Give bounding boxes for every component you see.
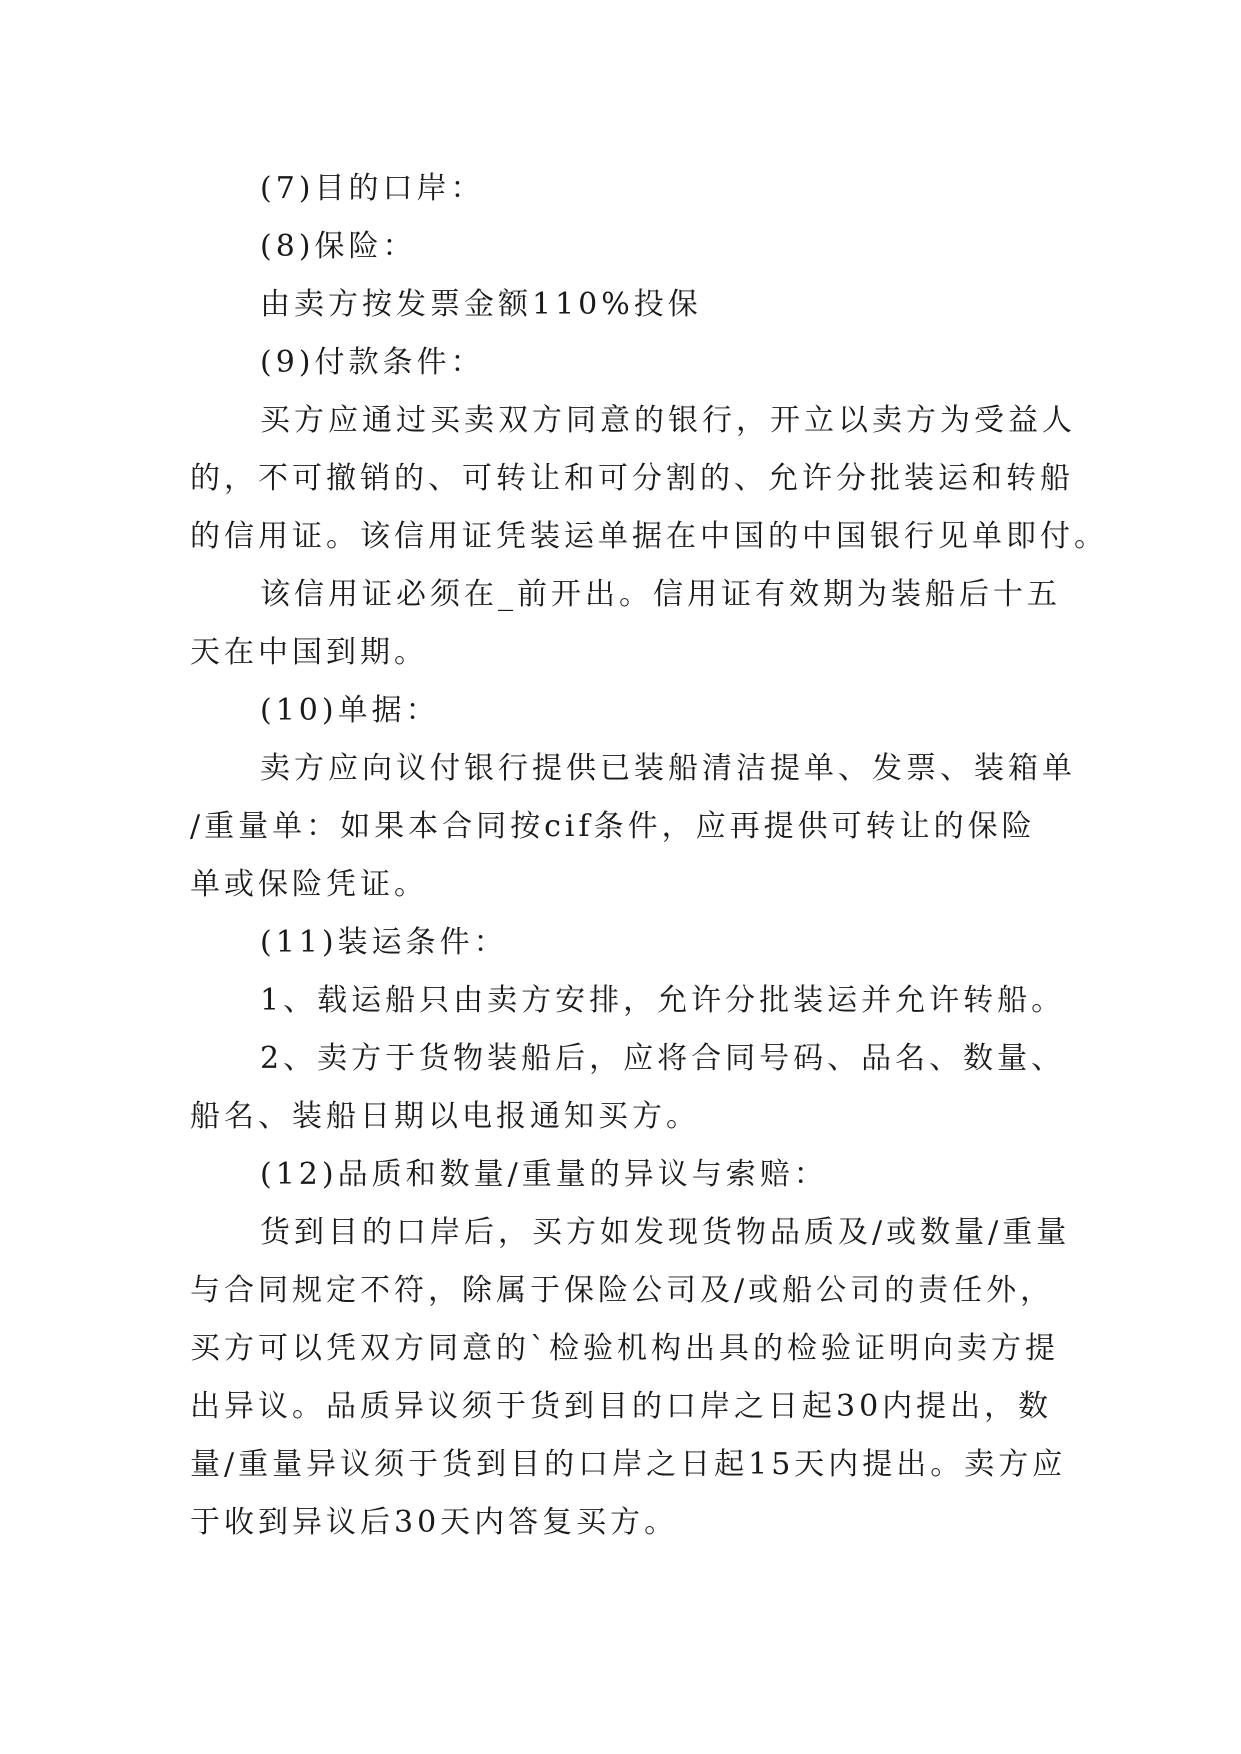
payment-text-line-1: 买方应通过买卖双方同意的银行，开立以卖方为受益人 <box>260 403 1076 438</box>
payment-text-line-3: 的信用证。该信用证凭装运单据在中国的中国银行见单即付。 <box>190 519 1108 554</box>
clause-10-heading: (10)单据： <box>260 693 440 728</box>
claims-text-line-2: 与合同规定不符，除属于保险公司及/或船公司的责任外， <box>190 1273 1055 1308</box>
documents-text-line-1: 卖方应向议付银行提供已装船清洁提单、发票、装箱单 <box>260 751 1076 786</box>
shipment-item-2-line-2: 船名、装船日期以电报通知买方。 <box>190 1099 700 1134</box>
documents-text-line-3: 单或保险凭证。 <box>190 867 428 902</box>
shipment-item-1: 1、载运船只由卖方安排，允许分批装运并允许转船。 <box>260 983 1066 1018</box>
clause-7-heading: (7)目的口岸： <box>260 171 485 206</box>
clause-11-heading: (11)装运条件： <box>260 925 508 960</box>
claims-text-line-5: 量/重量异议须于货到目的口岸之日起15天内提出。卖方应 <box>190 1447 1067 1482</box>
documents-text-line-2: /重量单：如果本合同按cif条件，应再提供可转让的保险 <box>190 809 1036 844</box>
claims-text-line-6: 于收到异议后30天内答复买方。 <box>190 1505 679 1540</box>
clause-9-heading: (9)付款条件： <box>260 345 485 380</box>
clause-8-heading: (8)保险： <box>260 229 417 264</box>
claims-text-line-1: 货到目的口岸后，买方如发现货物品质及/或数量/重量 <box>260 1215 1071 1250</box>
shipment-item-2-line-1: 2、卖方于货物装船后，应将合同号码、品名、数量、 <box>260 1041 1066 1076</box>
credit-validity-line-1: 该信用证必须在_前开出。信用证有效期为装船后十五 <box>260 577 1061 612</box>
insurance-text: 由卖方按发票金额110%投保 <box>260 287 702 322</box>
document-body <box>190 160 1108 1552</box>
payment-text-line-2: 的，不可撤销的、可转让和可分割的、允许分批装运和转船 <box>190 461 1074 496</box>
clause-12-heading: (12)品质和数量/重量的异议与索赔： <box>260 1157 828 1192</box>
claims-text-line-3: 买方可以凭双方同意的`检验机构出具的检验证明向卖方提 <box>190 1331 1059 1366</box>
credit-validity-line-2: 天在中国到期。 <box>190 635 428 670</box>
claims-text-line-4: 出异议。品质异议须于货到目的口岸之日起30内提出，数 <box>190 1389 1053 1424</box>
